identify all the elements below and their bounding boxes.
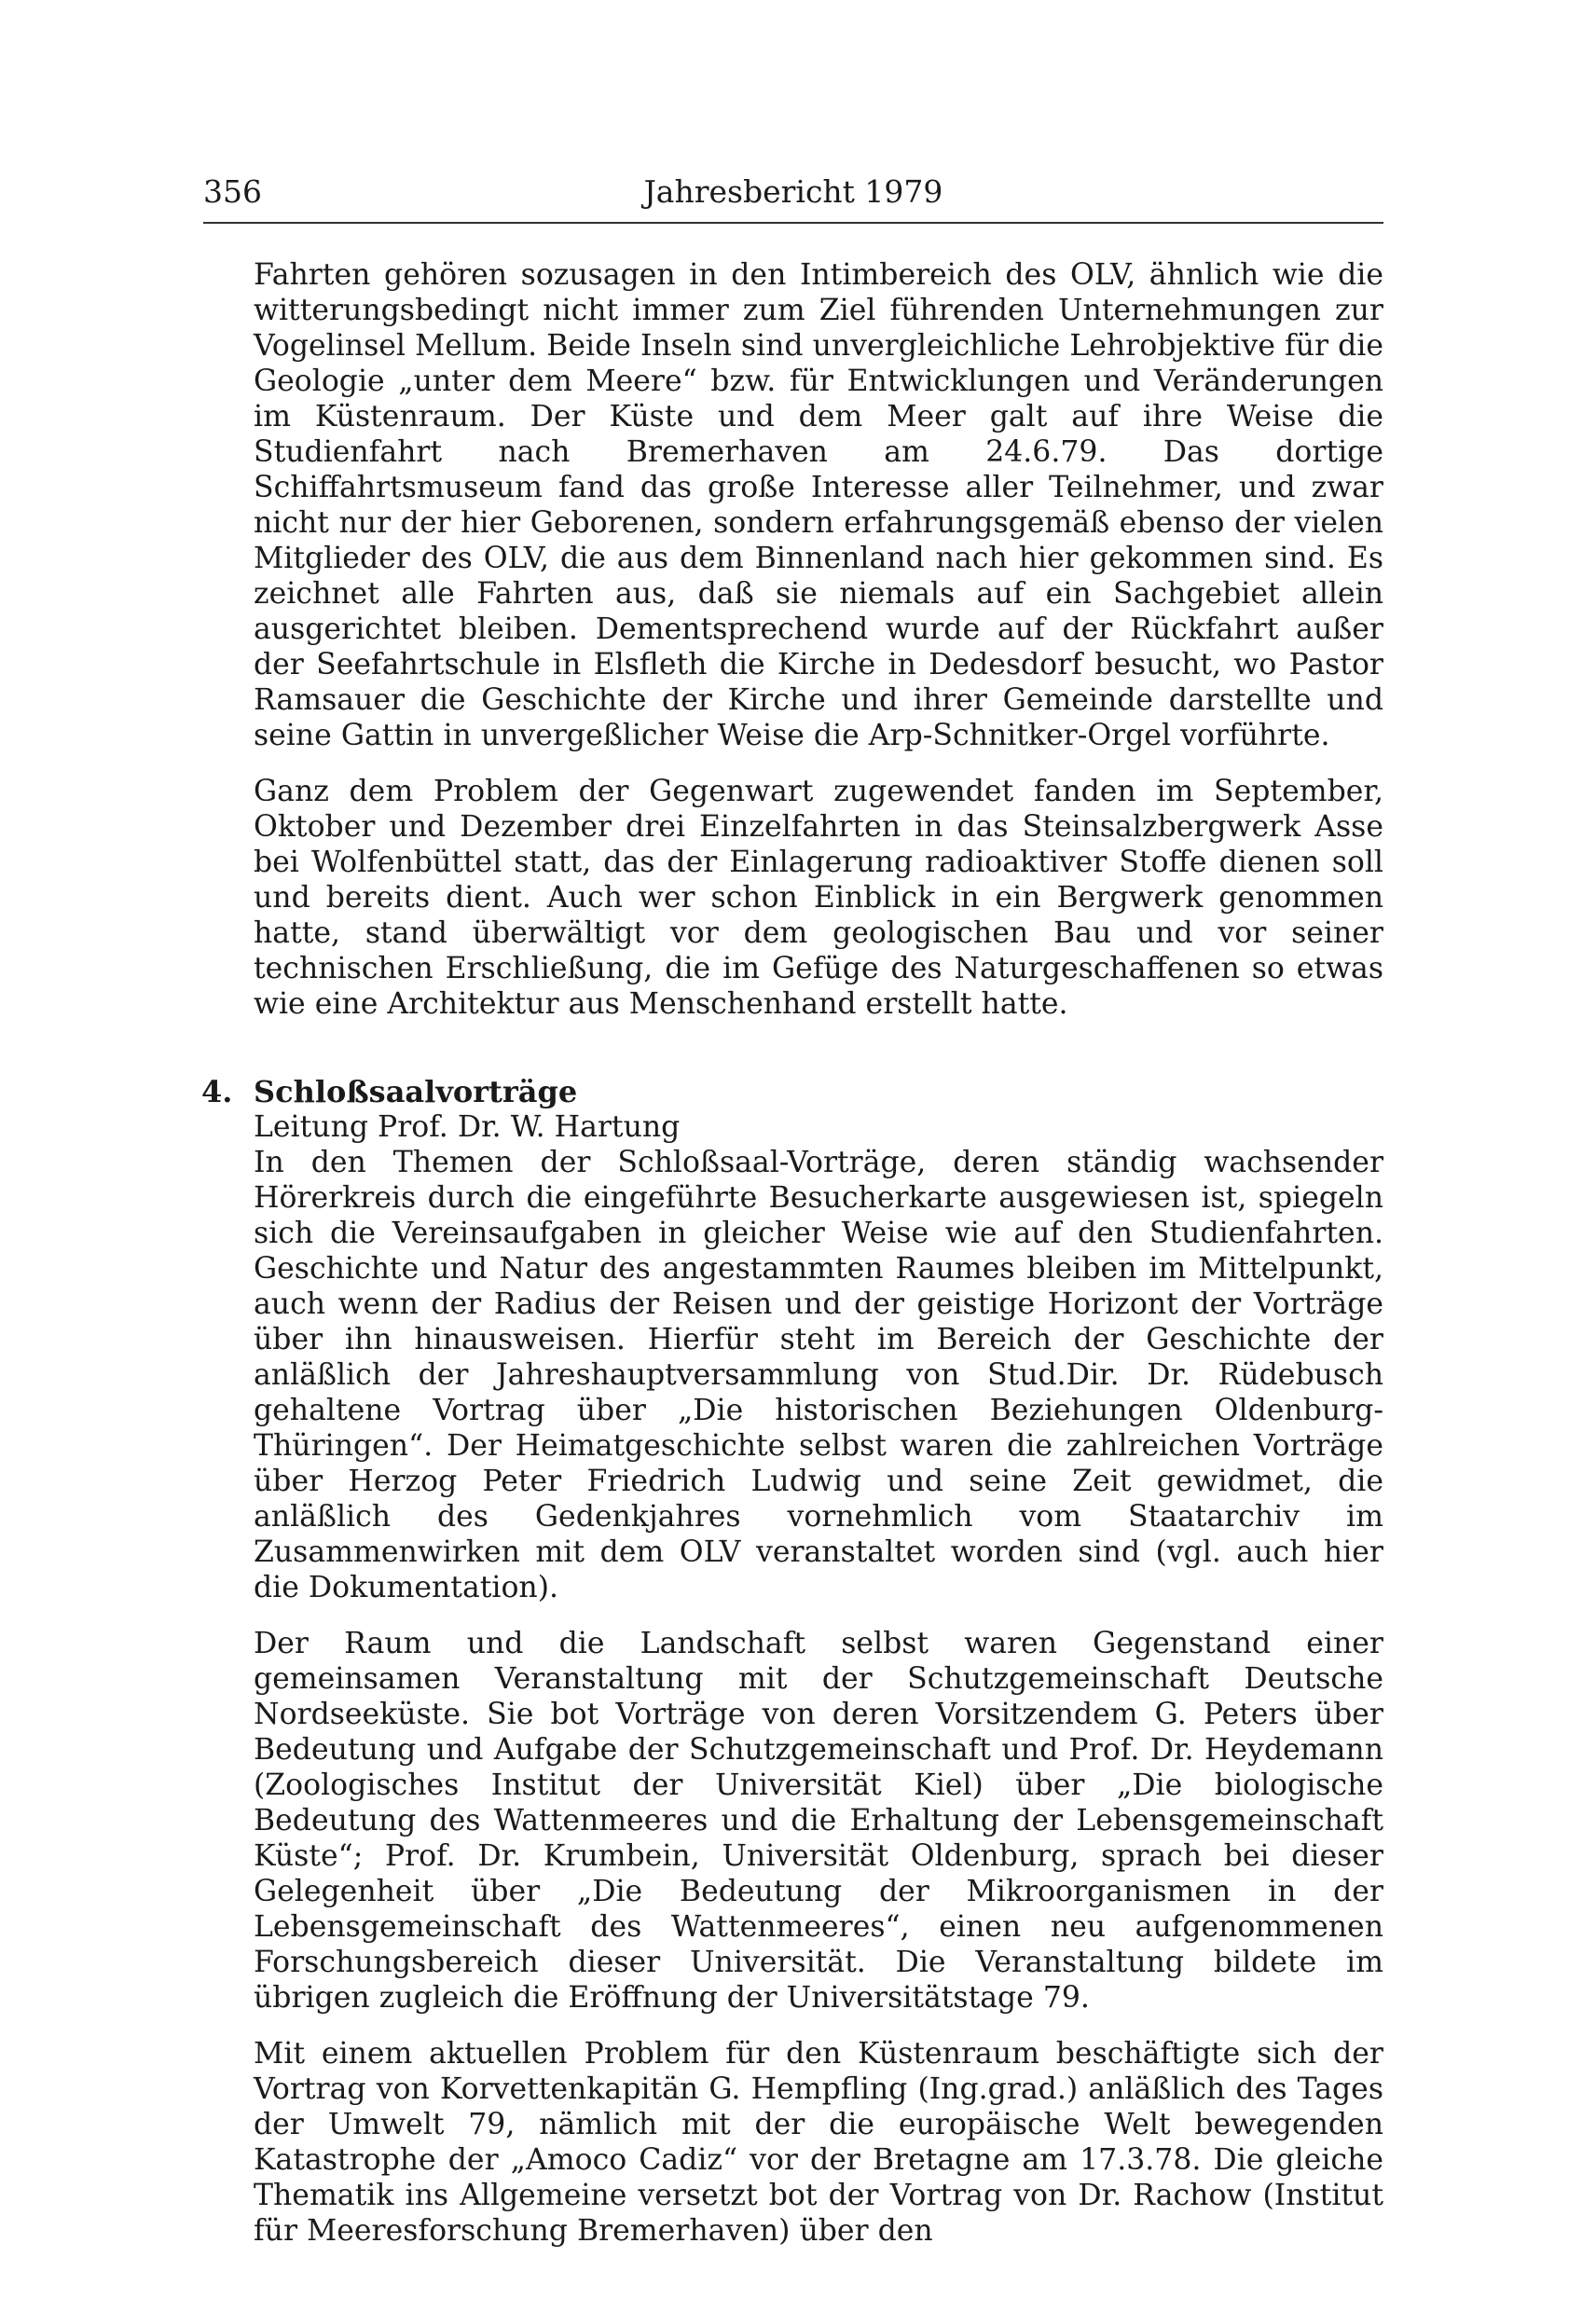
page-number: 356 [203,173,262,210]
paragraph: Der Raum und die Landschaft selbst waren Gegenstand einer gemeinsamen Veranstaltung mit der Schutzgemeinschaft Deutsche Nordseeküste. Sie bot Vorträge von deren Vorsitzendem G. Peters über Bedeutung und Aufgabe der Schutzgemeinschaft und Prof. Dr. Heydemann (Zoologisches Institut der Universität Kiel) über „Die biologische Bedeutung des Wattenmeeres und die Erhaltung der Lebensgemeinschaft Küste“; Prof. Dr. Krumbein, Universität Oldenburg, sprach bei dieser Gelegenheit über „Die Bedeutung der Mikroorganismen in der Lebensgemeinschaft des Wattenmeeres“, einen neu aufgenommenen Forschungsbereich dieser Universität. Die Veranstaltung bildete im übrigen zugleich die Eröffnung der Universitätstage 79. [254,1627,1383,2015]
section-schlosssaalvortraege [201,1074,1383,2249]
running-title: Jahresbericht 1979 [643,173,943,210]
section-number: 4. [201,1074,233,1109]
page-header [203,170,1383,224]
paragraph: Ganz dem Problem der Gegenwart zugewendet fanden im September, Oktober und Dezember drei Einzelfahrten in das Steinsalzbergwerk Asse bei Wolfenbüttel statt, das der Einlagerung radioaktiver Stoffe dienen soll und bereits dient. Auch wer schon Einblick in ein Bergwerk genommen hatte, stand überwältigt vor dem geologischen Bau und vor seiner technischen Erschließung, die im Gefüge des Naturgeschaffenen so etwas wie eine Architektur aus Menschenhand erstellt hatte. [254,775,1383,1021]
section-lead: Leitung Prof. Dr. W. Hartung [254,1110,681,1144]
paragraph: In den Themen der Schloßsaal-Vorträge, deren ständig wachsender Hörerkreis durch die eingeführte Besucherkarte ausgewiesen ist, spiegeln sich die Vereinsaufgaben in gleicher Weise wie auf den Studienfahrten. Geschichte und Natur des angestammten Raumes bleiben im Mittelpunkt, auch wenn der Radius der Reisen und der geistige Horizont der Vorträge über ihn hinausweisen. Hierfür steht im Bereich der Geschichte der anläßlich der Jahreshauptversammlung von Stud.Dir. Dr. Rüdebusch gehaltene Vortrag über „Die historischen Beziehungen Oldenburg-Thüringen“. Der Heimatgeschichte selbst waren die zahlreichen Vorträge über Herzog Peter Friedrich Ludwig und seine Zeit gewidmet, die anläßlich des Gedenkjahres vornehmlich vom Staatarchiv im Zusammenwirken mit dem OLV veranstaltet worden sind (vgl. auch hier die Dokumentation). [254,1146,1383,1604]
section-title: Schloßsaalvorträge [254,1074,578,1109]
body-text [201,257,1383,2269]
paragraph: Fahrten gehören sozusagen in den Intimbereich des OLV, ähnlich wie die witterungsbedingt nicht immer zum Ziel führenden Unternehmungen zur Vogelinsel Mellum. Beide Inseln sind unvergleichliche Lehrobjektive für die Geologie „unter dem Meere“ bzw. für Entwicklungen und Veränderungen im Küstenraum. Der Küste und dem Meer galt auf ihre Weise die Studienfahrt nach Bremerhaven am 24.6.79. Das dortige Schiffahrtsmuseum fand das große Interesse aller Teilnehmer, und zwar nicht nur der hier Geborenen, sondern erfahrungsgemäß ebenso der vielen Mitglieder des OLV, die aus dem Binnenland nach hier gekommen sind. Es zeichnet alle Fahrten aus, daß sie niemals auf ein Sachgebiet allein ausgerichtet bleiben. Dementsprechend wurde auf der Rückfahrt außer der Seefahrtschule in Elsfleth die Kirche in Dedesdorf besucht, wo Pastor Ramsauer die Geschichte der Kirche und ihrer Gemeinde darstellte und seine Gattin in unvergeßlicher Weise die Arp-Schnitker-Orgel vorführte. [254,258,1383,752]
paragraph: Mit einem aktuellen Problem für den Küstenraum beschäftigte sich der Vortrag von Korvettenkapitän G. Hempfling (Ing.grad.) anläßlich des Tages der Umwelt 79, nämlich mit der die europäische Welt bewegenden Katastrophe der „Amoco Cadiz“ vor der Bretagne am 17.3.78. Die gleiche Thematik ins Allgemeine versetzt bot der Vortrag von Dr. Rachow (Institut für Meeresforschung Bremerhaven) über den [254,2037,1383,2248]
